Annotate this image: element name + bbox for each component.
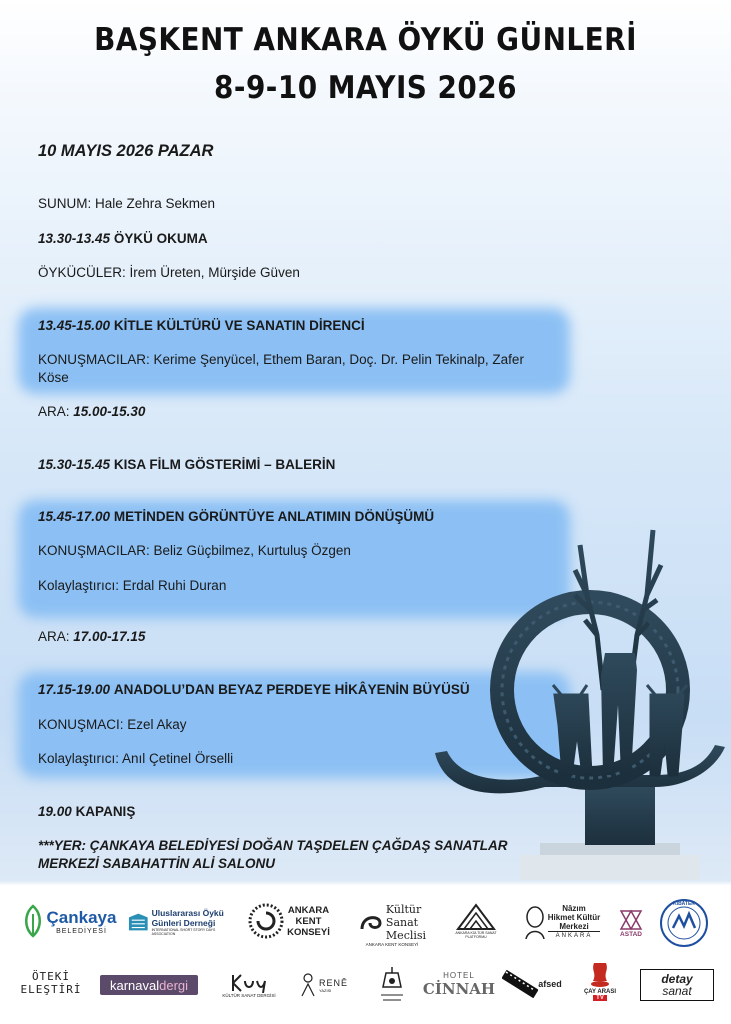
cankaya-logo: Çankaya BELEDİYESİ [20, 901, 118, 941]
kibatek-logo: KİBATEK [658, 897, 710, 949]
session-2-heading [38, 317, 365, 335]
kuy-kultur-sanat-dergisi-logo: KÜLTÜR SANAT DERGİSİ [218, 965, 280, 1003]
poster-title: BAŞKENT ANKARA ÖYKÜ GÜNLERİ [94, 22, 637, 58]
break-1-time: 15.00-15.30 [73, 404, 146, 419]
session-4-people: KONUŞMACILAR: Beliz Güçbilmez, Kurtuluş Özgen [38, 543, 351, 558]
session-1-heading [38, 230, 208, 248]
swirl-icon [358, 909, 384, 935]
break-2-time: 17.00-17.15 [73, 629, 146, 644]
session-1-people: ÖYKÜCÜLER: İrem Üreten, Mürşide Güven [38, 265, 300, 280]
oteki-elestiri-logo: ÖTEKİ ELEŞTİRİ [20, 970, 82, 996]
break-2 [38, 628, 145, 646]
closing-line [38, 803, 135, 821]
leaf-icon [22, 904, 44, 938]
session-5-people: KONUŞMACI: Ezel Akay [38, 717, 187, 732]
kuy-signature-icon [229, 971, 269, 993]
closing-title: KAPANIŞ [75, 804, 136, 819]
spiral-icon [248, 903, 284, 939]
detay-sanat-logo: detay sanat [640, 969, 714, 1001]
afsed-logo: afsed [498, 965, 566, 1003]
cay-arasi-tv-logo: ÇAY ARASI TV [578, 955, 622, 1007]
session-5-title: ANADOLU’DAN BEYAZ PERDEYE HİKÂYENİN BÜYÜSÜ [113, 682, 470, 697]
session-3-heading [38, 456, 335, 474]
session-3-time: 15.30-15.45 [38, 457, 111, 472]
break-1 [38, 403, 145, 421]
tepsi-emblem-logo [370, 963, 414, 1005]
film-strip-icon [502, 970, 538, 998]
day-heading: 10 MAYIS 2026 PAZAR [38, 142, 214, 160]
session-4-time: 15.45-17.00 [38, 509, 111, 524]
portrait-icon [524, 905, 546, 939]
kultur-sanat-meclisi-logo: Kültür Sanat Meclisi ANKARA KENT KONSEYİ [350, 899, 434, 945]
hittite-sun-disk-monument-image [425, 525, 731, 880]
sponsor-footer [0, 885, 731, 1024]
session-4-moderator: Kolaylaştırıcı: Erdal Ruhi Duran [38, 578, 227, 593]
figure-icon [300, 972, 316, 998]
presenter-line: SUNUM: Hale Zehra Sekmen [38, 196, 216, 211]
session-2-people-line-1: KONUŞMACILAR: Kerime Şenyücel, Ethem Baran, Doç. Dr. Pelin Tekinalp, Zafer [38, 352, 524, 367]
astad-logo: ASTAD [614, 903, 648, 943]
karnaval-dergi-logo: karnaval dergi [100, 975, 198, 995]
session-5-moderator: Kolaylaştırıcı: Anıl Çetinel Örselli [38, 751, 234, 766]
session-5-heading [38, 681, 470, 699]
session-2-time: 13.45-15.00 [38, 318, 111, 333]
closing-time: 19.00 [38, 804, 72, 819]
session-1-title: ÖYKÜ OKUMA [113, 231, 208, 246]
session-5-time: 17.15-19.00 [38, 682, 111, 697]
ornament-icon [456, 903, 496, 931]
session-1-time: 13.30-13.45 [38, 231, 111, 246]
uluslararasi-oyku-gunleri-logo: Uluslararası Öykü Günleri Derneği INTERNATIONAL SHORT STORY DAYS ASSOCIATION [128, 905, 234, 939]
hotel-cinnah-logo: HOTEL CİNNAH [422, 970, 496, 998]
rene-yazisi-logo: RENÊ YAZISI [298, 967, 350, 1003]
nazim-hikmet-kultur-merkezi-logo: Nâzım Hikmet Kültür Merkezi ANKARA [518, 899, 606, 945]
ankara-kultur-sanat-platformu-logo: ANKARA KÜLTÜR SANAT PLATFORMU [448, 897, 504, 945]
session-3-title: KISA FİLM GÖSTERİMİ – BALERİN [113, 457, 336, 472]
break-1-label: ARA: [38, 404, 70, 419]
emblem-icon [377, 965, 407, 1003]
book-icon [128, 911, 149, 933]
session-2-title: KİTLE KÜLTÜRÜ VE SANATIN DİRENCİ [113, 318, 365, 333]
venue-line-2: MERKEZİ SABAHATTİN ALİ SALONU [38, 856, 275, 871]
tea-glass-icon [589, 961, 611, 989]
break-2-label: ARA: [38, 629, 70, 644]
poster-dates: 8-9-10 MAYIS 2026 [214, 70, 517, 106]
triangle-mark-icon [619, 909, 643, 931]
venue-line-1: ***YER: ÇANKAYA BELEDİYESİ DOĞAN TAŞDELEN ÇAĞDAŞ SANATLAR [38, 838, 508, 853]
session-4-heading [38, 508, 434, 526]
session-2-people-line-2: Köse [38, 370, 69, 385]
session-4-title: METİNDEN GÖRÜNTÜYE ANLATIMIN DÖNÜŞÜMÜ [113, 509, 435, 524]
ankara-kent-konseyi-logo: ANKARA KENT KONSEYİ [244, 899, 334, 943]
